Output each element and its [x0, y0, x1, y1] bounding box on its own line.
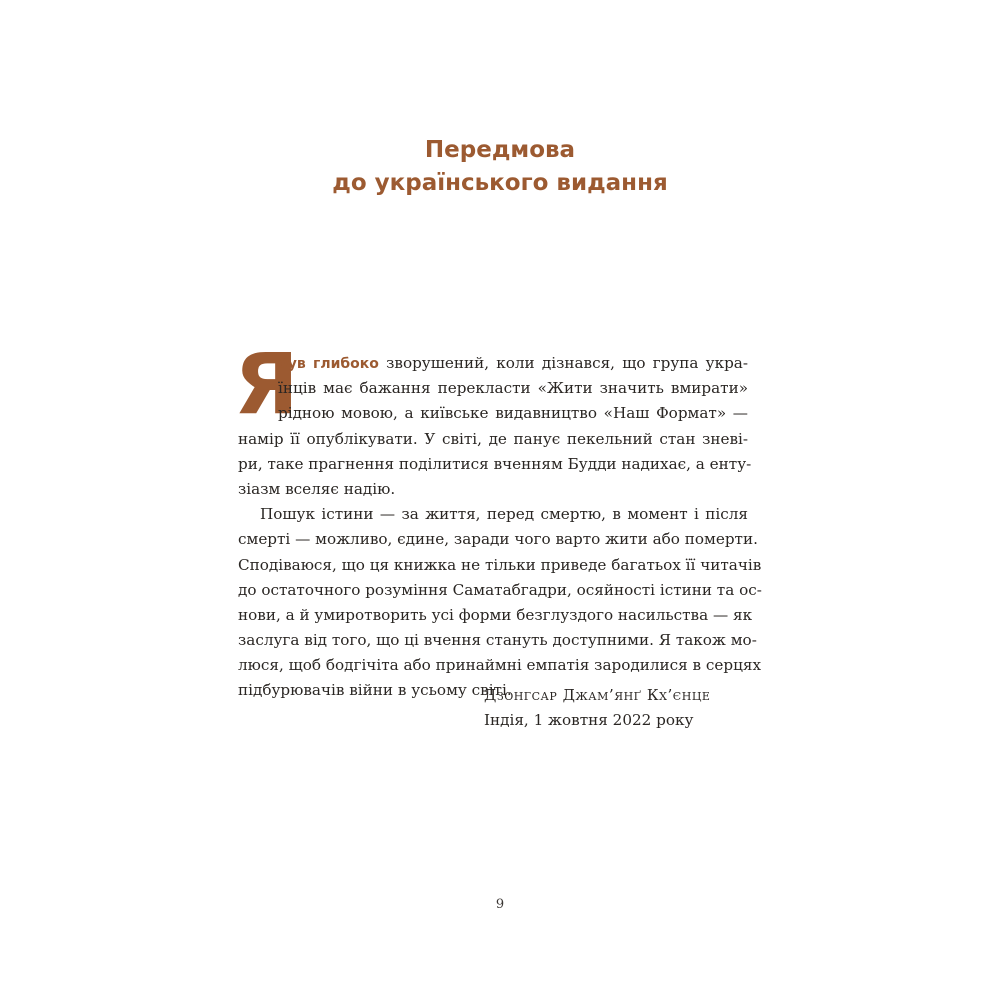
line-text: зворушений, коли дізнався, що група укра-	[378, 354, 748, 372]
paragraph-line: Пошук істини — за життя, перед смертю, в момент і після	[260, 505, 748, 524]
paragraph-line	[238, 351, 748, 376]
paragraph-line: до остаточного розуміння Саматабгадри, осяйності істини та ос-	[238, 580, 762, 599]
paragraph-line: їнців має бажання перекласти «Жити значить вмирати»	[278, 379, 748, 398]
place-and-date: Індія, 1 жовтня 2022 року	[484, 711, 694, 729]
lead-in-bold: був глибоко	[278, 356, 379, 372]
paragraph-line: намір її опублікувати. У світі, де панує пекельний стан зневі-	[238, 429, 748, 448]
paragraph-line: заслуга від того, що ці вчення стануть доступними. Я також мо-	[238, 631, 757, 650]
chapter-title	[0, 134, 1000, 200]
paragraph-line: люся, щоб бодгічіта або принаймні емпатія зародилися в серцях	[238, 656, 762, 675]
chapter-title-line-1: Передмова	[424, 137, 576, 163]
page-number: 9	[495, 897, 505, 912]
paragraph-line: смерті — можливо, єдине, заради чого варто жити або померти.	[238, 530, 758, 549]
paragraph-line: ри, таке прагнення поділитися вченням Будди надихає, а енту-	[238, 454, 752, 473]
body-text	[238, 351, 762, 704]
paragraph-line: рідною мовою, а київське видавництво «Наш Формат» —	[278, 404, 748, 423]
signature-block	[484, 683, 710, 733]
paragraph-line: нови, а й умиротворить усі форми безглуздого насильства — як	[238, 605, 753, 624]
author-name: Дзонгсар Джам’янґ Кх’єнце	[484, 686, 711, 704]
paragraph-line: Сподіваюся, що ця книжка не тільки приведе багатьох її читачів	[238, 555, 762, 574]
drop-cap: Я	[234, 335, 299, 433]
chapter-title-line-2: до українського видання	[332, 170, 668, 196]
paragraph-line: підбурювачів війни в усьому світі.	[238, 681, 512, 700]
paragraph-line: зіазм вселяє надію.	[238, 479, 396, 498]
